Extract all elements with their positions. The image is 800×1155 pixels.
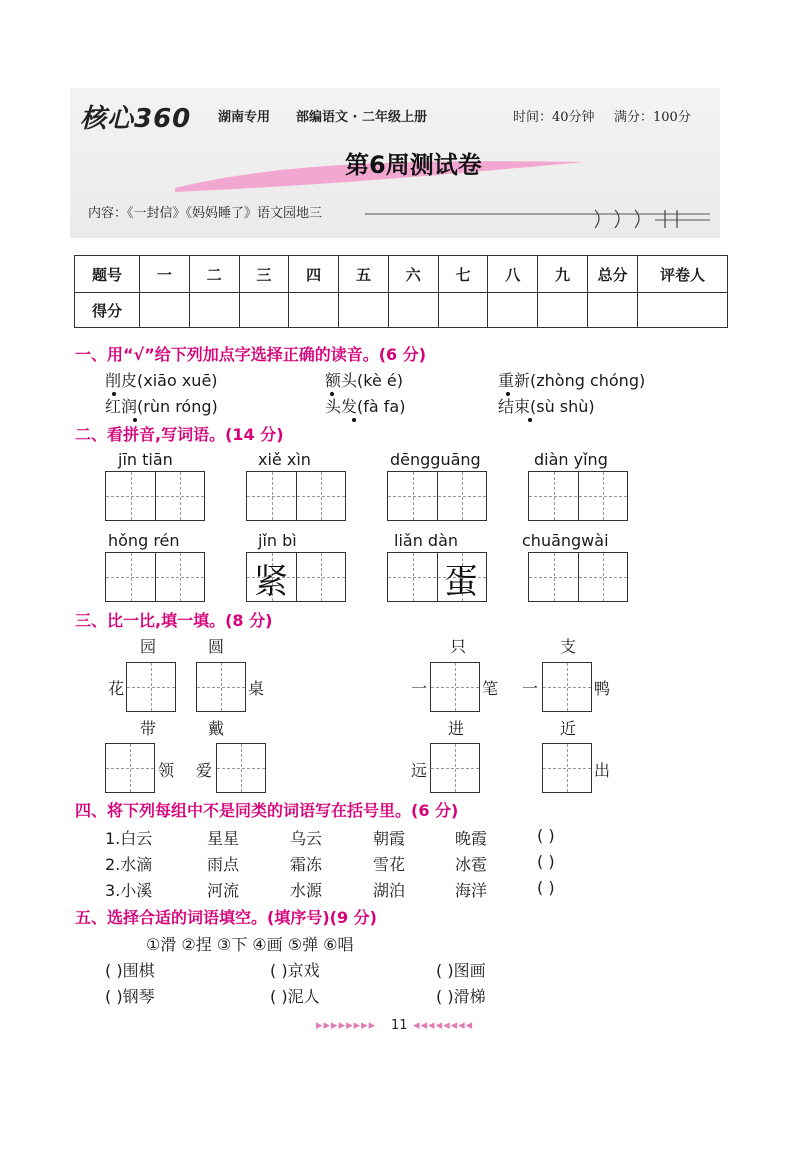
writing-grid[interactable] [542,743,592,793]
writing-grid[interactable] [105,743,155,793]
pinyin-prompt: jīn tiān [118,450,173,469]
word-group-item: 海洋 [455,881,488,900]
writing-grid-pair[interactable] [105,552,205,602]
word-part: 一 [411,679,428,698]
word-part: 一 [522,679,539,698]
fill-blank-item[interactable]: ( )泥人 [270,987,320,1006]
score-cell[interactable] [289,293,339,328]
compare-char: 进 [448,719,465,738]
pinyin-choice-item[interactable]: 额头(kè é) [325,371,403,390]
content-line: 内容：《一封信》《妈妈睡了》语文园地三 [88,206,323,221]
fill-blank-item[interactable]: ( )滑梯 [436,987,486,1006]
writing-grid[interactable] [196,662,246,712]
compare-char: 圆 [208,637,225,656]
word-group-item: 乌云 [290,829,323,848]
word-group-item: 雨点 [207,855,240,874]
emphasis-dot [506,392,510,396]
fill-blank-item[interactable]: ( )围棋 [105,961,155,980]
score-row-label: 得分 [75,293,140,328]
score-header-cell: 三 [239,256,289,293]
score-cell[interactable] [140,293,190,328]
writing-grid[interactable] [430,743,480,793]
subject-label: 部编语文 · 二年级上册 [296,110,427,125]
pinyin-prompt: chuāngwài [522,531,609,550]
score-cell[interactable] [189,293,239,328]
emphasis-dot [112,392,116,396]
writing-grid-pair[interactable] [528,471,628,521]
score-cell[interactable] [588,293,638,328]
word-group-item: 晚霞 [455,829,488,848]
score-header-cell: 五 [339,256,389,293]
word-group-item: 河流 [207,881,240,900]
writing-grid-pair[interactable] [387,471,487,521]
writing-grid[interactable] [216,743,266,793]
writing-grid[interactable] [542,662,592,712]
header-decoration [365,206,710,230]
score-value-row [75,293,728,328]
score-header-cell: 评卷人 [638,256,728,293]
writing-grid-pair[interactable] [105,471,205,521]
footer-left-arrows: ▸▸▸▸▸▸▸▸ [316,1018,377,1033]
option-list: ①滑 ②捏 ③下 ④画 ⑤弹 ⑥唱 [146,935,354,954]
word-part: 桌 [248,679,265,698]
answer-blank[interactable]: ( ) [537,878,555,897]
word-part: 花 [108,679,125,698]
compare-char: 近 [560,719,577,738]
section-4-heading: 四、将下列每组中不是同类的词语写在括号里。(6 分) [75,801,459,820]
word-part: 笔 [482,679,499,698]
score-cell[interactable] [339,293,389,328]
score-header-row [75,256,728,293]
score-cell[interactable] [388,293,438,328]
word-group-item: 水源 [290,881,323,900]
score-cell[interactable] [239,293,289,328]
section-1-heading: 一、用“√”给下列加点字选择正确的读音。(6 分) [75,345,427,364]
score-header-cell: 九 [538,256,588,293]
edition-label: 湖南专用 [218,110,271,125]
section-3-heading: 三、比一比,填一填。(8 分) [75,611,273,630]
word-group-item: 朝霞 [373,829,406,848]
word-group-item: 湖泊 [373,881,406,900]
answer-blank[interactable]: ( ) [537,826,555,845]
section-5-heading: 五、选择合适的词语填空。(填序号)(9 分) [75,908,377,927]
pinyin-choice-item[interactable]: 结束(sù shù) [498,397,595,416]
full-score-label: 满分：100分 [614,110,691,125]
word-part: 出 [594,761,611,780]
score-cell[interactable] [638,293,728,328]
pinyin-prompt: dēngguāng [390,450,481,469]
word-part: 鸭 [594,679,611,698]
score-header-cell: 六 [388,256,438,293]
section-2-heading: 二、看拼音,写词语。(14 分) [75,425,284,444]
time-label: 时间：40分钟 [513,110,595,125]
pinyin-prompt: jǐn bì [258,531,297,550]
writing-grid-pair[interactable] [246,471,346,521]
word-part: 远 [411,761,428,780]
page-number: 11 [391,1018,408,1033]
score-cell[interactable] [438,293,488,328]
pinyin-choice-item[interactable]: 削皮(xiāo xuē) [105,371,218,390]
emphasis-dot [528,418,532,422]
compare-char: 支 [560,637,577,656]
fill-blank-item[interactable]: ( )图画 [436,961,486,980]
writing-grid-pair[interactable] [528,552,628,602]
score-cell[interactable] [488,293,538,328]
emphasis-dot [352,418,356,422]
word-group-item: 霜冻 [290,855,323,874]
given-character: 紧 [254,562,288,602]
score-header-cell: 总分 [588,256,638,293]
score-table [74,255,728,328]
pinyin-prompt: hǒng rén [108,531,180,550]
page-title: 第6周测试卷 [345,151,482,179]
pinyin-choice-item[interactable]: 重新(zhòng chóng) [498,371,646,390]
score-header-cell: 一 [140,256,190,293]
logo: 核心360 [80,104,192,134]
given-character: 蛋 [444,562,478,602]
score-header-cell: 四 [289,256,339,293]
score-cell[interactable] [538,293,588,328]
pinyin-prompt: liǎn dàn [394,531,459,550]
compare-char: 戴 [208,719,225,738]
pinyin-choice-item[interactable]: 红润(rùn róng) [105,397,218,416]
pinyin-prompt: xiě xìn [258,450,311,469]
word-group-item: 1.白云 [105,829,153,848]
score-header-cell: 题号 [75,256,140,293]
pinyin-prompt: diàn yǐng [534,450,608,469]
compare-char: 园 [140,637,157,656]
pinyin-choice-item[interactable]: 头发(fà fa) [325,397,406,416]
writing-grid[interactable] [430,662,480,712]
compare-char: 带 [140,719,157,738]
answer-blank[interactable]: ( ) [537,852,555,871]
word-part: 领 [158,761,175,780]
word-group-item: 2.水滴 [105,855,153,874]
score-header-cell: 二 [189,256,239,293]
fill-blank-item[interactable]: ( )钢琴 [105,987,155,1006]
footer-right-arrows: ◂◂◂◂◂◂◂◂ [413,1018,474,1033]
compare-char: 只 [450,637,467,656]
word-group-item: 3.小溪 [105,881,153,900]
score-header-cell: 八 [488,256,538,293]
word-part: 爱 [196,761,213,780]
fill-blank-item[interactable]: ( )京戏 [270,961,320,980]
emphasis-dot [330,392,334,396]
word-group-item: 冰雹 [455,855,488,874]
word-group-item: 星星 [207,829,240,848]
word-group-item: 雪花 [373,855,406,874]
writing-grid[interactable] [126,662,176,712]
score-header-cell: 七 [438,256,488,293]
